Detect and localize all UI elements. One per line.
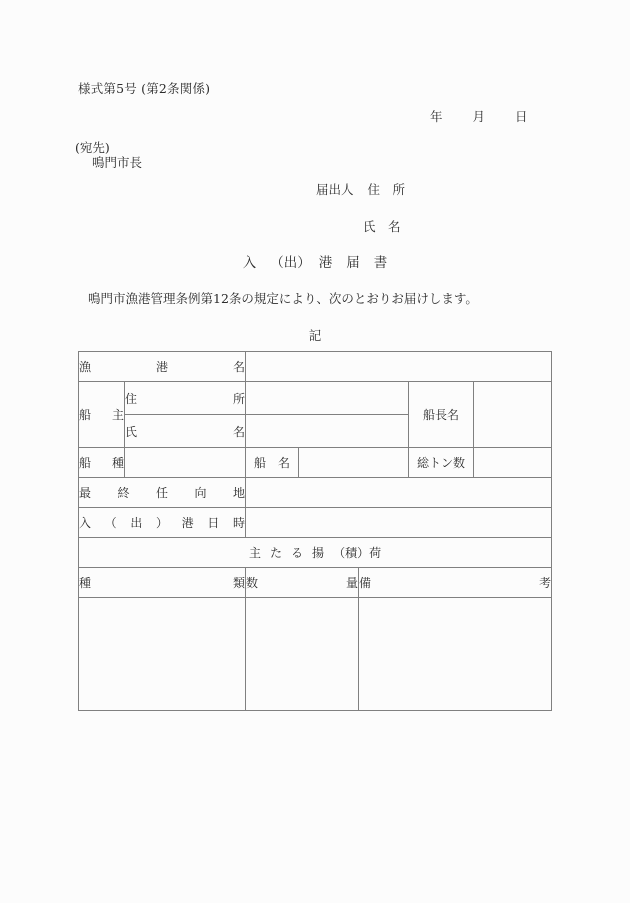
table-row-cargo-columns bbox=[79, 568, 552, 598]
date-line bbox=[430, 107, 528, 125]
ship-name-label: 船 名 bbox=[246, 448, 299, 478]
owner-name-label: 氏 名 bbox=[125, 415, 246, 448]
title-part-0: 入 bbox=[242, 255, 257, 271]
entry-exit-datetime-value[interactable] bbox=[246, 508, 552, 538]
submitter-address-line bbox=[316, 180, 405, 198]
cargo-kind-value[interactable] bbox=[79, 598, 246, 711]
submitter-label: 届出人 bbox=[316, 182, 354, 197]
addressee-label: (宛先) bbox=[75, 140, 110, 155]
owner-address-label: 住 所 bbox=[125, 382, 246, 415]
table-row-ship bbox=[79, 448, 552, 478]
gross-tonnage-value[interactable] bbox=[474, 448, 552, 478]
addressee-name: 鳴門市長 bbox=[92, 155, 143, 170]
table-row-entry-exit-datetime bbox=[79, 508, 552, 538]
form-number: 様式第5号 (第2条関係) bbox=[78, 81, 211, 96]
document-title bbox=[0, 251, 630, 271]
submitter-address-label: 住 所 bbox=[367, 182, 406, 197]
fishing-port-label: 漁港名 bbox=[79, 352, 246, 382]
table-row-cargo-entry bbox=[79, 598, 552, 711]
title-part-3: 届 bbox=[346, 255, 360, 271]
cargo-heading bbox=[79, 538, 552, 568]
ship-type-label: 船種 bbox=[79, 448, 125, 478]
note-marker: 記 bbox=[308, 328, 322, 343]
entry-exit-datetime-label: 入（出）港日時 bbox=[79, 508, 246, 538]
cargo-quantity-value[interactable] bbox=[246, 598, 359, 711]
title-part-2: 港 bbox=[318, 255, 333, 271]
table-row-owner-address bbox=[79, 382, 552, 415]
cargo-heading-part-3: 揚 bbox=[312, 546, 325, 560]
cargo-kind-header: 種類 bbox=[79, 568, 246, 598]
table-row-fishing-port bbox=[79, 352, 552, 382]
ship-name-value[interactable] bbox=[299, 448, 409, 478]
captain-value[interactable] bbox=[474, 382, 552, 448]
last-destination-value[interactable] bbox=[246, 478, 552, 508]
title-part-4: 書 bbox=[373, 255, 388, 271]
table-row-cargo-heading bbox=[79, 538, 552, 568]
fishing-port-value[interactable] bbox=[246, 352, 552, 382]
gross-tonnage-label: 総トン数 bbox=[409, 448, 474, 478]
date-day-label: 日 bbox=[515, 109, 528, 124]
date-year-label: 年 bbox=[430, 109, 443, 124]
owner-name-value[interactable] bbox=[246, 415, 409, 448]
table-row-last-destination bbox=[79, 478, 552, 508]
cargo-heading-part-1: た bbox=[270, 546, 283, 560]
submitter-name-label: 氏 名 bbox=[363, 219, 401, 234]
cargo-heading-part-0: 主 bbox=[249, 546, 262, 560]
cargo-quantity-header: 数量 bbox=[246, 568, 359, 598]
last-destination-label: 最終任向地 bbox=[79, 478, 246, 508]
owner-label: 船主 bbox=[79, 382, 125, 448]
title-part-1: （出） bbox=[270, 255, 311, 271]
ship-type-value[interactable] bbox=[125, 448, 246, 478]
owner-address-value[interactable] bbox=[246, 382, 409, 415]
cargo-remarks-header: 備考 bbox=[359, 568, 552, 598]
cargo-remarks-value[interactable] bbox=[359, 598, 552, 711]
cargo-heading-part-2: る bbox=[291, 546, 304, 560]
notification-table bbox=[78, 351, 552, 711]
date-month-label: 月 bbox=[472, 109, 486, 124]
cargo-heading-part-4: （積）荷 bbox=[333, 546, 382, 560]
captain-label: 船長名 bbox=[409, 382, 474, 448]
intro-text: 鳴門市漁港管理条例第12条の規定により、次のとおりお届けします。 bbox=[88, 291, 478, 306]
